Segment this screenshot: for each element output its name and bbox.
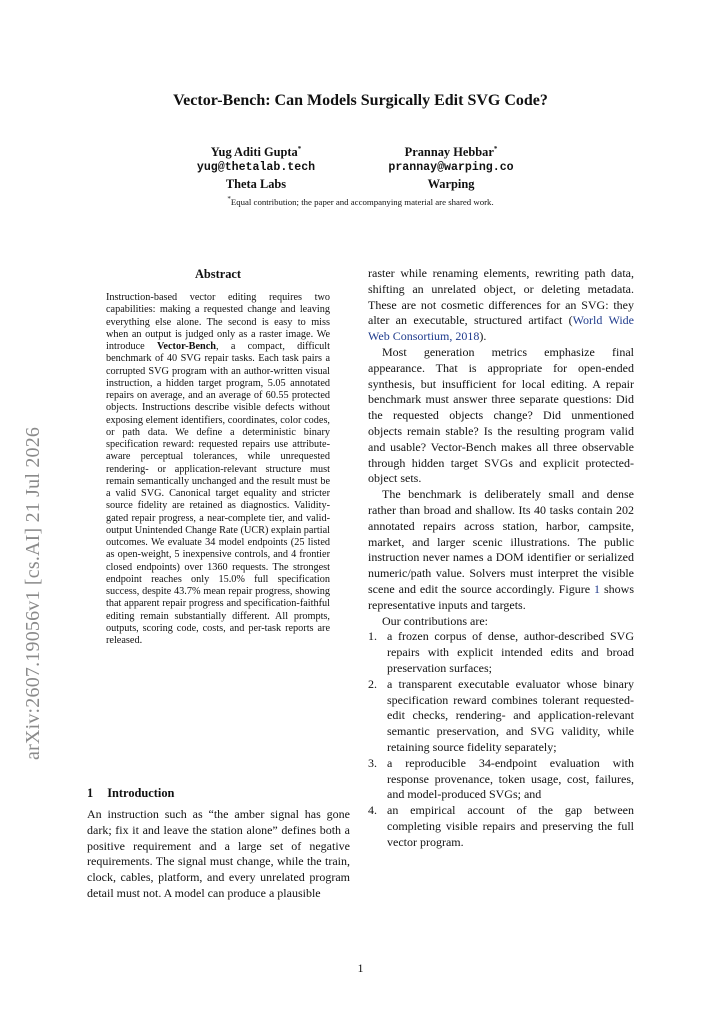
author-name: Yug Aditi Gupta*	[210, 144, 302, 159]
citation-link[interactable]: World Wide Web Consortium, 2018	[368, 313, 634, 344]
intro-paragraph-1: An instruction such as “the amber signal has gone dark; fix it and leave the station alone” defines both a positive requirement and a large set of negative requirements. The signal must change, while the train, clock, cables, platform, and every unrelated program detail must not. A model can produce a plausible	[87, 807, 350, 900]
intro-paragraph-2: Most generation metrics emphasize final appearance. That is appropriate for open-ended synthesis, but insufficient for local editing. A repair benchmark must answer three separate questions: Did the requested objects change? Did unmentioned objects remain stable? Is the resulting program valid and usable? Vector-Bench makes all three observable through hidden target SVGs and explicit protected-object sets.	[368, 344, 634, 486]
author-affiliation: Theta Labs	[225, 177, 287, 191]
figure-reference-link[interactable]: 1	[594, 581, 601, 596]
author-affiliation: Warping	[427, 177, 475, 191]
section-heading: 1 Introduction	[87, 786, 175, 800]
intro-paragraph-4: Our contributions are:	[382, 613, 488, 628]
list-item: 4. an empirical account of the gap between completing visible repairs and preserving the full vector program.	[368, 803, 634, 849]
paper-title: Vector-Bench: Can Models Surgically Edit SVG Code?	[173, 92, 548, 109]
intro-paragraph-3: The benchmark is deliberately small and dense rather than broad and shallow. Its 40 tasks contain 202 annotated repairs across station, harbor, campsite, market, and larger scenic illustrations. The public instruction never names a DOM identifier or serialized numeric/path value. Solvers must interpret the visible scene and edit the source accordingly. Figure 1 shows representative inputs and targets.	[368, 487, 635, 612]
author-block-1	[156, 144, 356, 192]
contributions-list	[368, 629, 634, 850]
list-item: 1. a frozen corpus of dense, author-described SVG repairs with explicit intended edits and broad preservation surfaces;	[368, 629, 634, 675]
right-column	[368, 266, 634, 850]
equal-contribution-footnote: *Equal contribution; the paper and accompanying material are shared work.	[227, 195, 494, 207]
list-item: 2. a transparent executable evaluator whose binary specification reward combines tolerant requested-edit checks, rendering- and application-relevant semantic preservation, and SVG validity, while retaining source fidelity separately;	[368, 676, 634, 754]
abstract-text: Instruction-based vector editing requires two capabilities: making a requested change and leaving everything else alone. The second is easy to miss when an output is judged only as a raster image. We introduce Vector-Bench, a compact, difficult benchmark of 40 SVG repair tasks. Each task pairs a corrupted SVG program with an author-written visual instruction, a hidden target program, 5.05 annotated repairs on average, and an average of 60.55 protected objects. Instructions describe visible defects without exposing element identifiers, coordinates, color codes, or path data. We define a deterministic binary specification reward: requested repairs use attribute-aware perceptual tolerances, while unrequested rendering- or application-relevant structure must remain semantically unchanged and the result must be a valid SVG. Canonical target equality and stricter source fidelity are retained as diagnostics. Validity-gated repair progress, a near-complete tier, and valid-output Unintended Change Rate (UCR) explain partial outcomes. We evaluate 34 model endpoints (25 listed as open-weight, 5 inexpensive controls, and 4 frontier closed endpoints) over 1360 requests. The strongest endpoint reaches only 15.0% full specification success, despite 43.7% mean repair progress, showing that apparent repair progress and specification-faithful editing remain substantially different. All prompts, outputs, scoring code, costs, and per-task reports are released.	[106, 292, 330, 646]
benchmark-name: Vector-Bench	[156, 341, 216, 352]
page-number: 1	[357, 961, 364, 975]
author-email: prannay@warping.co	[388, 161, 514, 174]
list-item: 3. a reproducible 34-endpoint evaluation with response provenance, token usage, cost, failures, and model-produced SVGs; and	[368, 755, 634, 802]
author-email: yug@thetalab.tech	[196, 161, 316, 174]
author-name: Prannay Hebbar*	[404, 144, 498, 159]
abstract-heading: Abstract	[194, 267, 242, 281]
arxiv-stamp: arXiv:2607.19056v1 [cs.AI] 21 Jul 2026	[22, 426, 44, 760]
intro-paragraph-1-cont: raster while renaming elements, rewriting path data, shifting an unrelated object, or deleting metadata. These are not cosmetic differences for an SVG: they alter an executable, structured artifact (World Wide Web Consortium, 2018).	[368, 266, 634, 344]
author-block-2	[351, 144, 551, 192]
